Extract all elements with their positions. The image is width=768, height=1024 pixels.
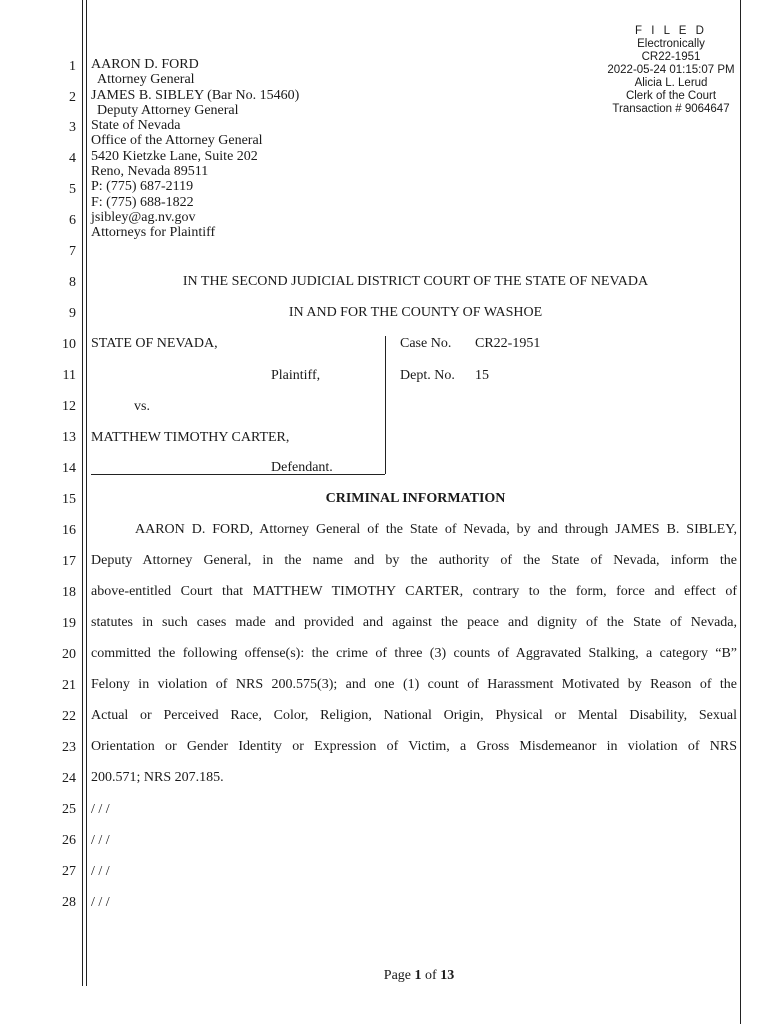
line-number: 10: [62, 337, 76, 352]
stamp-datetime: 2022-05-24 01:15:07 PM: [607, 64, 735, 76]
body-line: Orientation or Gender Identity or Expression of Victim, a Gross Misdemeanor in violation of NRS: [91, 739, 737, 754]
counsel-email: jsibley@ag.nv.gov: [91, 209, 196, 225]
stamp-electronically: Electronically: [637, 38, 705, 50]
continuation-slashes: / / /: [91, 802, 110, 817]
court-heading-line-1: IN THE SECOND JUDICIAL DISTRICT COURT OF THE STATE OF NEVADA: [182, 274, 649, 289]
counsel-title-1: Attorney General: [97, 72, 195, 88]
footer-page-number: 1: [414, 968, 422, 983]
caption-bottom-rule: [91, 474, 385, 475]
line-number: 18: [62, 585, 76, 600]
line-number: 13: [62, 430, 76, 445]
right-margin-rule: [740, 0, 741, 1024]
body-line: above-entitled Court that MATTHEW TIMOTHY CARTER, contrary to the form, force and effect of: [91, 584, 737, 599]
line-number: 19: [62, 616, 76, 631]
line-number: 6: [69, 213, 76, 228]
counsel-name-1: AARON D. FORD: [91, 57, 199, 72]
filing-stamp: [582, 25, 760, 116]
line-number: 14: [62, 461, 76, 476]
case-number-value: CR22-1951: [475, 336, 541, 351]
line-number: 5: [69, 182, 76, 197]
counsel-block: [91, 57, 299, 241]
line-number: 9: [69, 306, 76, 321]
line-number: 11: [62, 368, 76, 383]
body-line: Actual or Perceived Race, Color, Religion, National Origin, Physical or Mental Disability, Sexual: [91, 708, 737, 723]
line-number: 4: [69, 151, 76, 166]
body-line: 200.571; NRS 207.185.: [91, 770, 224, 785]
line-number: 2: [69, 90, 76, 105]
line-number: 15: [62, 492, 76, 507]
body-line: committed the following offense(s): the crime of three (3) counts of Aggravated Stalking, a category “B”: [91, 646, 737, 661]
footer-of-label: of: [425, 968, 437, 983]
line-number: 3: [69, 120, 76, 135]
dept-number-label: Dept. No.: [400, 368, 455, 383]
counsel-state: State of Nevada: [91, 118, 181, 134]
court-heading-line-2: IN AND FOR THE COUNTY OF WASHOE: [288, 305, 543, 320]
body-line: Deputy Attorney General, in the name and by the authority of the State of Nevada, inform the: [91, 553, 737, 568]
line-number: 20: [62, 647, 76, 662]
dept-number-value: 15: [475, 368, 489, 383]
counsel-role: Attorneys for Plaintiff: [91, 225, 216, 241]
line-number: 8: [69, 275, 76, 290]
continuation-slashes: / / /: [91, 833, 110, 848]
left-margin-rule-inner: [86, 0, 87, 986]
caption-plaintiff-label: Plaintiff,: [271, 368, 321, 383]
caption-vs: vs.: [134, 399, 150, 414]
line-number: 17: [62, 554, 76, 569]
counsel-name-2: JAMES B. SIBLEY (Bar No. 15460): [91, 87, 300, 103]
line-number: 27: [62, 864, 76, 879]
counsel-title-2: Deputy Attorney General: [97, 102, 239, 118]
stamp-filed: F I L E D: [635, 25, 707, 37]
case-number-label: Case No.: [400, 336, 452, 351]
body-line: statutes in such cases made and provided and against the peace and dignity of the State of Nevada,: [91, 615, 737, 630]
line-number: 22: [62, 709, 76, 724]
left-margin-rule-outer: [82, 0, 83, 986]
continuation-slashes: / / /: [91, 895, 110, 910]
stamp-clerk-name: Alicia L. Lerud: [634, 77, 708, 89]
footer-page-label: Page: [383, 968, 412, 983]
stamp-case-number: CR22-1951: [641, 51, 701, 63]
caption-divider: [385, 336, 386, 474]
counsel-fax: F: (775) 688-1822: [91, 194, 194, 210]
counsel-office: Office of the Attorney General: [91, 133, 263, 149]
body-line: AARON D. FORD, Attorney General of the State of Nevada, by and through JAMES B. SIBLEY,: [135, 522, 737, 537]
line-number: 12: [62, 399, 76, 414]
page-footer: [0, 968, 768, 984]
counsel-phone: P: (775) 687-2119: [91, 179, 194, 195]
stamp-clerk-title: Clerk of the Court: [625, 90, 717, 102]
line-number: 23: [62, 740, 76, 755]
document-title: CRIMINAL INFORMATION: [325, 491, 506, 506]
line-number: 16: [62, 523, 76, 538]
counsel-city: Reno, Nevada 89511: [91, 164, 209, 180]
counsel-street: 5420 Kietzke Lane, Suite 202: [91, 148, 258, 164]
line-number: 24: [62, 771, 76, 786]
footer-page-total: 13: [440, 968, 455, 983]
line-number: 25: [62, 802, 76, 817]
caption-plaintiff: STATE OF NEVADA,: [91, 336, 218, 351]
stamp-transaction: Transaction # 9064647: [612, 103, 730, 115]
line-number: 1: [69, 59, 76, 74]
line-number: 26: [62, 833, 76, 848]
caption-defendant-label: Defendant.: [271, 460, 333, 475]
caption-defendant: MATTHEW TIMOTHY CARTER,: [91, 430, 290, 445]
body-line: Felony in violation of NRS 200.575(3); and one (1) count of Harassment Motivated by Reason of the: [91, 677, 737, 692]
line-number: 28: [62, 895, 76, 910]
line-number: 21: [62, 678, 76, 693]
line-number: 7: [69, 244, 76, 259]
continuation-slashes: / / /: [91, 864, 110, 879]
